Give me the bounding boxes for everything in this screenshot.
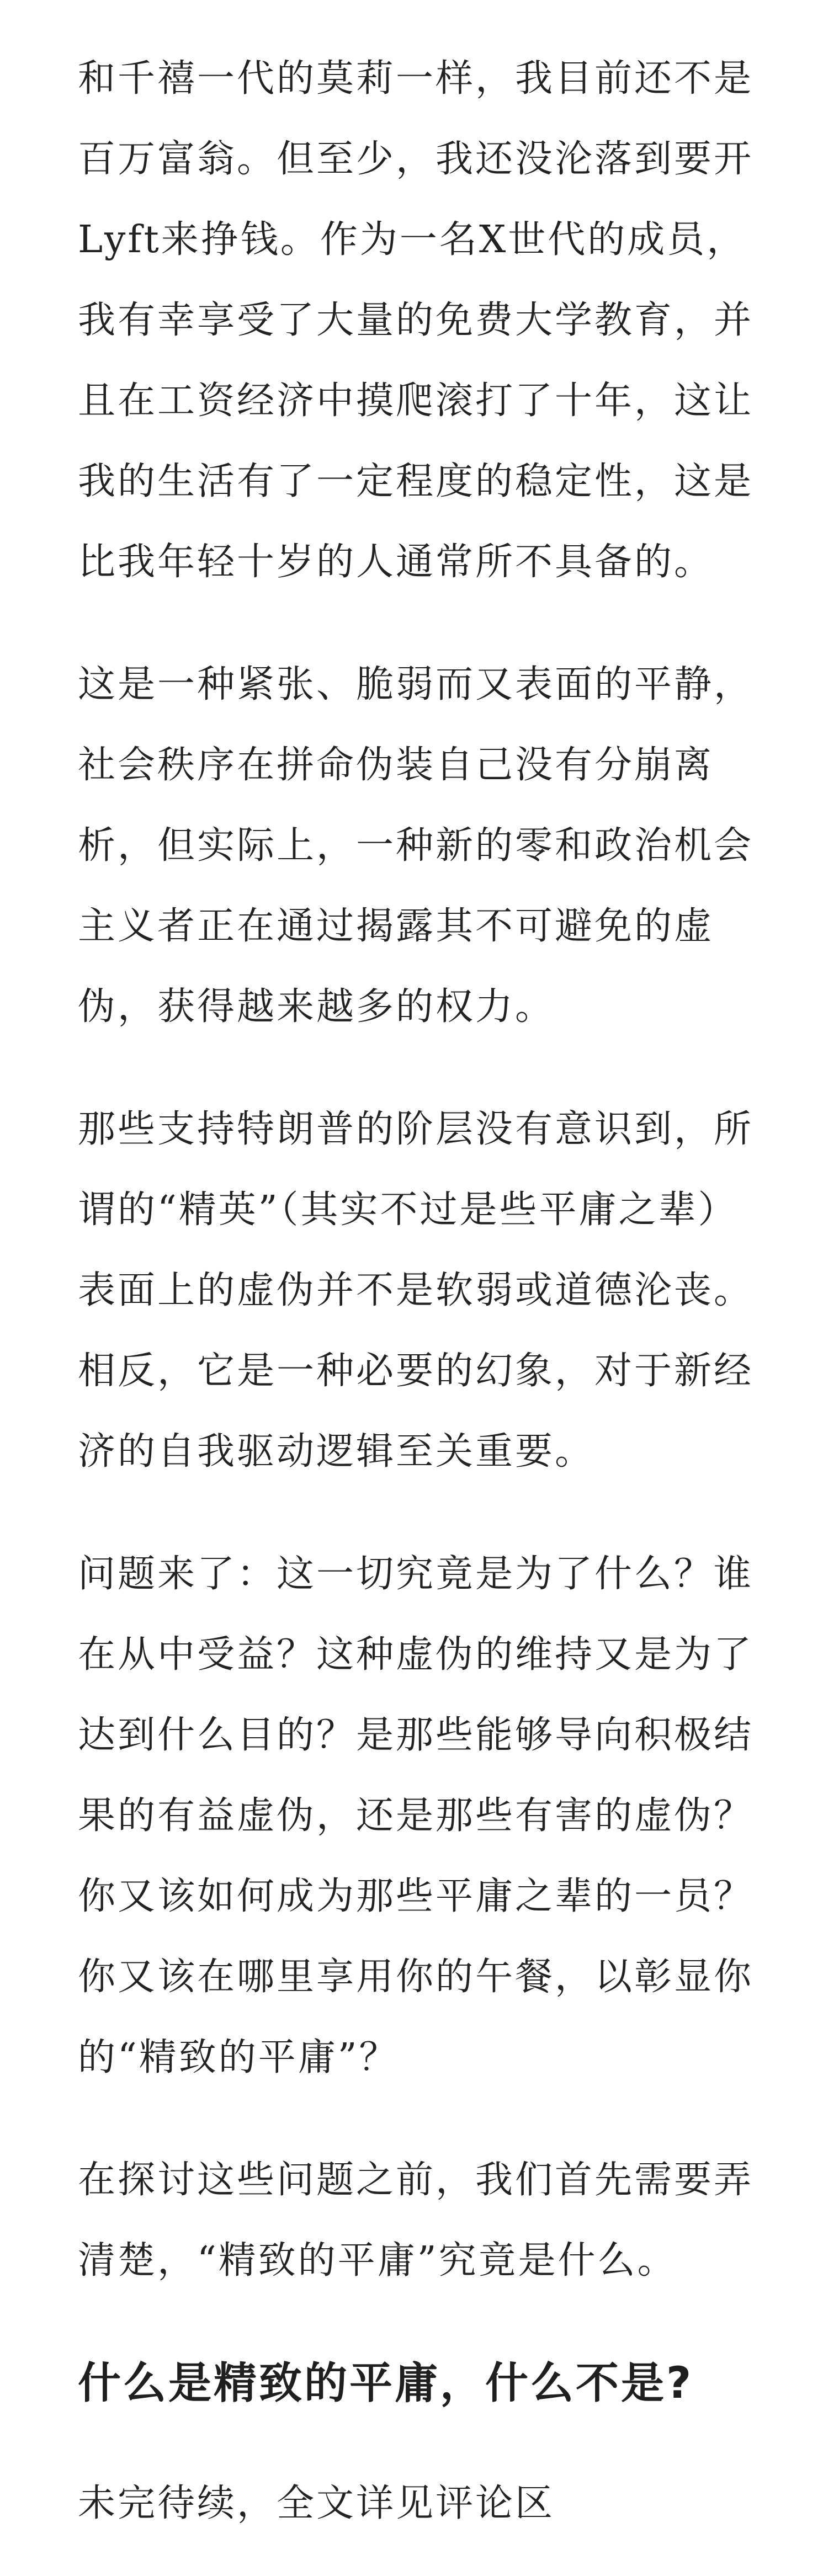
article-body bbox=[78, 39, 768, 2544]
paragraph-4: 问题来了：这一切究竟是为了什么？谁在从中受益？这种虚伪的维持又是为了达到什么目的？是那些能够导向积极结果的有益虚伪，还是那些有害的虚伪？你又该如何成为那些平庸之辈的一员？你又该在哪里享用你的午餐，以彰显你的“精致的平庸”？ bbox=[78, 1552, 754, 2079]
paragraph-5: 在探讨这些问题之前，我们首先需要弄清楚，“精致的平庸”究竟是什么。 bbox=[78, 2158, 754, 2282]
paragraph-3: 那些支持特朗普的阶层没有意识到，所谓的“精英”（其实不过是些平庸之辈）表面上的虚伪并不是软弱或道德沦丧。相反，它是一种必要的幻象，对于新经济的自我驱动逻辑至关重要。 bbox=[78, 1108, 754, 1473]
section-heading: 什么是精致的平庸，什么不是? bbox=[78, 2359, 694, 2408]
paragraph-2: 这是一种紧张、脆弱而又表面的平静，社会秩序在拼命伪装自己没有分崩离析，但实际上，一种新的零和政治机会主义者正在通过揭露其不可避免的虚伪，获得越来越多的权力。 bbox=[78, 663, 754, 1029]
paragraph-1: 和千禧一代的莫莉一样，我目前还不是百万富翁。但至少，我还没沦落到要开Lyft来挣钱。作为一名X世代的成员，我有幸享受了大量的免费大学教育，并且在工资经济中摸爬滚打了十年，这让我的生活有了一定程度的稳定性，这是比我年轻十岁的人通常所不具备的。 bbox=[78, 57, 754, 584]
continued-note: 未完待续，全文详见评论区 bbox=[78, 2482, 555, 2525]
